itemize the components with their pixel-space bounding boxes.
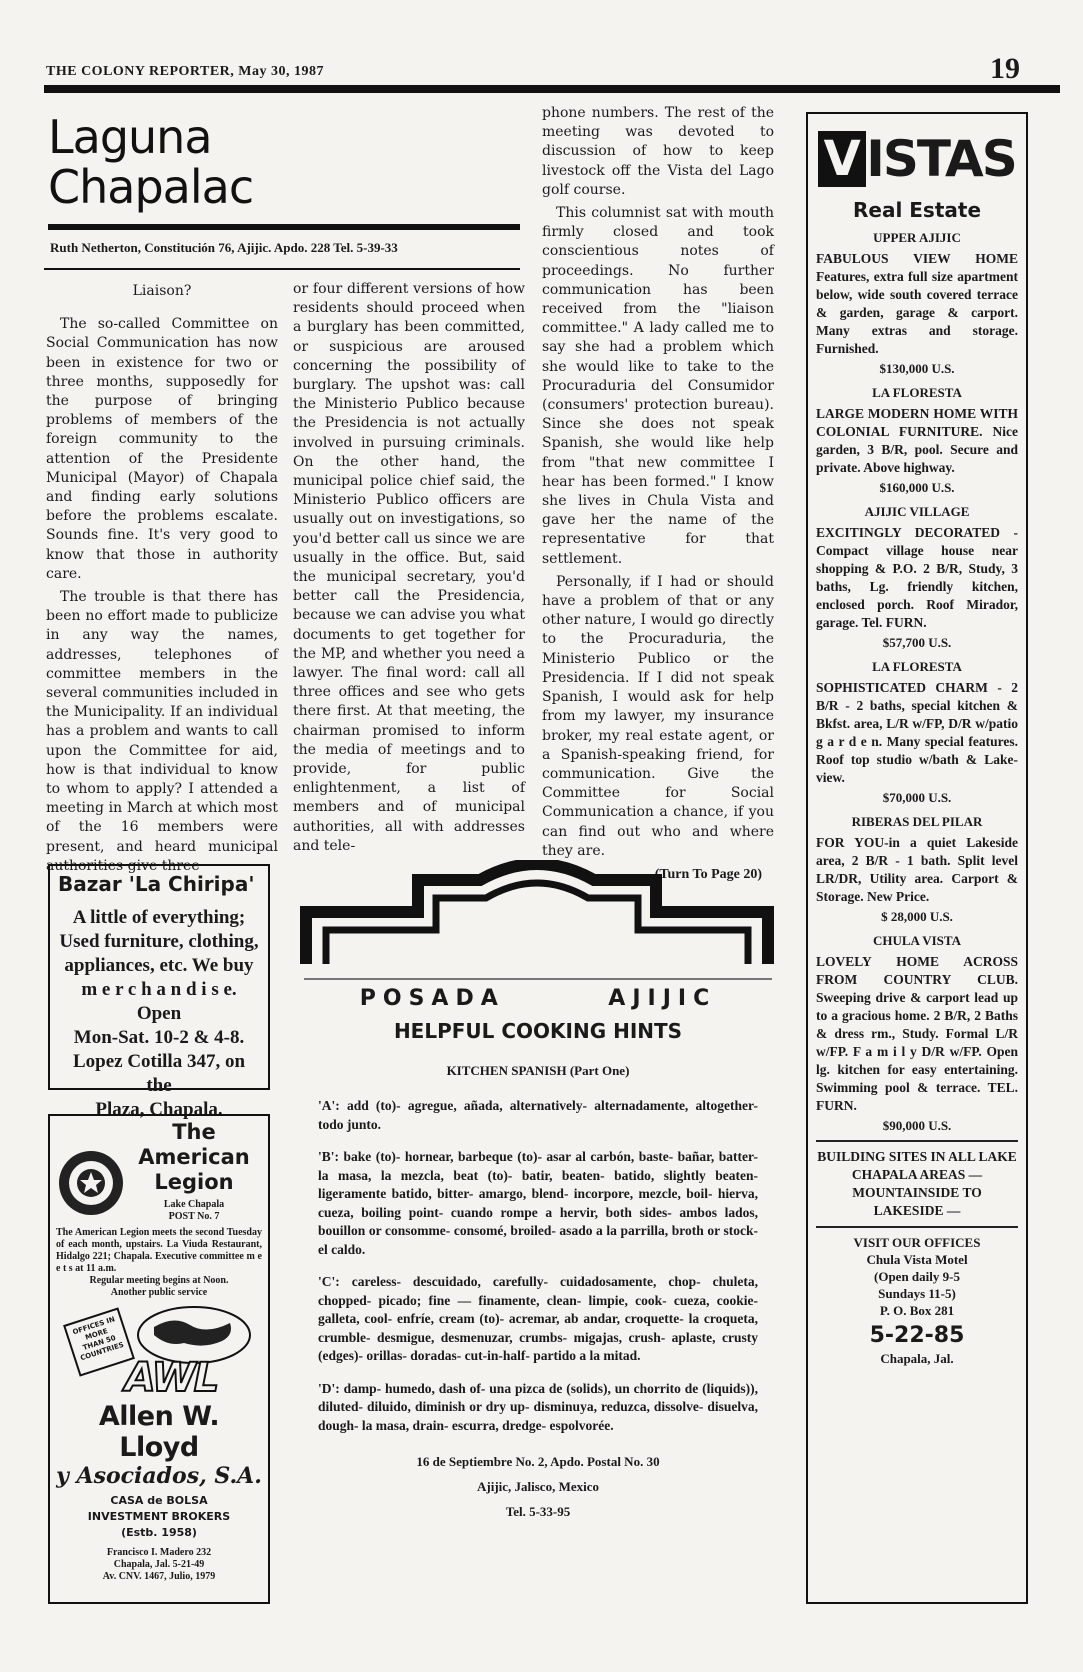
- byline-underline: [44, 268, 520, 270]
- column-2: [293, 280, 525, 860]
- awl-address-line: Chapala, Jal. 5-21-49: [113, 1559, 205, 1570]
- posada-name: [308, 986, 768, 1011]
- listing-area: CHULA VISTA: [872, 933, 962, 948]
- legion-title-line: American: [138, 1145, 250, 1169]
- byline-rule: [48, 224, 520, 230]
- posada-entry: 'A': add (to)- agregue, añada, alternatively- alternadamente, altogether- todo junto.: [318, 1098, 758, 1132]
- listing: [816, 385, 1018, 496]
- column-logo: [48, 112, 518, 212]
- listing: [816, 504, 1018, 651]
- vistas-logo-text: ISTAS: [866, 130, 1016, 188]
- listing-area: LA FLORESTA: [872, 385, 962, 400]
- listing-area: UPPER AJIJIC: [873, 230, 961, 245]
- bazar-line: Plaza, Chapala.: [95, 1099, 223, 1120]
- posada-entry: 'D': damp- humedo, dash of- una pizca de (solids), un chorrito de (liquids)), diluted- diluido, diminish or dry up- disminuya, reduzca, dissolve- disuelva, dough- la masa, drain- escurra, dredge- espolvorée.: [318, 1380, 758, 1433]
- awl-address-line: Av. CNV. 1467, Julio, 1979: [102, 1571, 216, 1582]
- posada-subtitle: HELPFUL COOKING HINTS: [393, 1019, 683, 1043]
- awl-badge: OFFICES IN MORE THAN 50 COUNTRIES: [63, 1307, 135, 1376]
- listing-area: RIBERAS DEL PILAR: [851, 814, 983, 829]
- bazar-ad: [48, 864, 270, 1120]
- column-3: [542, 104, 774, 884]
- listing-desc: FABULOUS VIEW HOME Features, extra full size apartment below, wide south covered terrace & garden, garage & carport. Many extras and storage. Furnished.: [816, 251, 1018, 356]
- vistas-sites: BUILDING SITES IN ALL LAKE CHAPALA AREAS — MOUNTAINSIDE TO LAKESIDE —: [817, 1149, 1017, 1218]
- legion-body: The American Legion meets the second Tuesday of each month, upstairs. La Viuda Restaurant, Hidalgo 221; Chapala. Executive committee m e e t s at 11 a.m.: [56, 1227, 262, 1274]
- masthead-title: THE COLONY REPORTER, May 30, 1987: [46, 64, 325, 79]
- posada-address-line: 16 de Septiembre No. 2, Apdo. Postal No. 30: [416, 1454, 660, 1469]
- continued-note: (Turn To Page 20): [654, 866, 762, 882]
- column-logo-line2: Chapalac: [48, 160, 254, 214]
- vistas-subtitle: Real Estate: [852, 198, 982, 222]
- listing-desc: LOVELY HOME ACROSS FROM COUNTRY CLUB. Sweeping drive & carport lead up to a gracious home. 2 B/R, 2 Baths & dress rm., Study. Formal L/R w/FP. F a m i l y D/R w/FP. Open lg. kitchen for easy entertaining. Swimming pool & terrace. TEL. FURN.: [816, 954, 1018, 1113]
- posada-address-line: Tel. 5-33-95: [505, 1504, 571, 1519]
- vistas-ad: [806, 112, 1028, 1604]
- vistas-office-line: (Open daily 9-5: [874, 1269, 960, 1284]
- posada-ad: [308, 980, 768, 1588]
- posada-name-right: AJIJIC: [608, 986, 717, 1011]
- bazar-line: A little of everything;: [72, 907, 246, 928]
- listing-desc: SOPHISTICATED CHARM - 2 B/R - 2 baths, special kitchen & Bkfst. area, L/R w/FP, D/R w/patio g a r d e n. Many special features. Roof top studio w/bath & Lake-view.: [816, 680, 1018, 785]
- column-1: [46, 282, 278, 880]
- listing-desc: EXCITINGLY DECORATED - Compact village house near shopping & P.O. 2 B/R, Study, 3 baths, Lg. friendly kitchen, enclosed porch. Roof Mirador, garage. Tel. FURN.: [816, 525, 1018, 630]
- column-logo-line1: Laguna: [48, 110, 212, 164]
- vistas-office-line: Sundays 11-5): [878, 1286, 956, 1301]
- legion-post-line: POST No. 7: [168, 1211, 220, 1222]
- vistas-logo-v: V: [818, 131, 866, 187]
- listing-area: AJIJIC VILLAGE: [864, 504, 970, 519]
- vistas-offices: [816, 1234, 1018, 1319]
- column-paragraph: phone numbers. The rest of the meeting was devoted to discussion of how to keep livestock off the Vista del Lago golf course.: [542, 105, 774, 198]
- listing: [816, 230, 1018, 377]
- vistas-city: Chapala, Jal.: [880, 1351, 954, 1366]
- legion-service: Another public service: [110, 1287, 208, 1298]
- awl-line: CASA de BOLSA: [110, 1494, 208, 1507]
- awl-address-line: Francisco I. Madero 232: [106, 1547, 212, 1558]
- listing-price: $130,000 U.S.: [879, 361, 955, 376]
- column-paragraph: This columnist sat with mouth firmly closed and took conscientious notes of proceedings. No further communication has been received from the "liaison committee." A lady called me to say she had a problem which she would like to take to the Procuraduria del Consumidor (consumers' protection bureau). Since she does not speak Spanish, she would like help from "that new committee I hear has been formed." I know she lives in Chula Vista and gave her the name of the representative for that settlement.: [542, 205, 774, 567]
- column-paragraph: or four different versions of how residents should proceed when a burglary has been committed, or suspicious are aroused concerning the possibility of burglary. The upshot was: call the Ministerio Publico because the Presidencia is not actually involved in pursuing criminals. On the other hand, the municipal police chief said, the Ministerio Publico officers are usually out on investigations, so you'd better call us since we are usually in the office. But, said the municipal secretary, you'd better call the Presidencia, because we can advise you what documents to get together for the MP, and whether you need a lawyer. The final word: call all three offices and see who gets there first. At that meeting, the chairman promised to inform the media of meetings and to provide, for public enlightenment, a list of members and of municipal authorities, all with addresses and tele-: [293, 281, 525, 854]
- bazar-line: appliances, etc. We buy: [64, 955, 254, 976]
- listing-price: $70,000 U.S.: [882, 790, 952, 805]
- awl-address: [56, 1547, 262, 1583]
- posada-decorative-frame: [300, 860, 775, 968]
- legion-regular: Regular meeting begins at Noon.: [89, 1275, 229, 1286]
- byline: Ruth Netherton, Constitución 76, Ajijic. Apdo. 228 Tel. 5-39-33: [50, 240, 398, 255]
- bazar-line: Used furniture, clothing,: [59, 931, 259, 952]
- posada-entry: 'C': careless- descuidado, carefully- cuidadosamente, chop- chuleta, chopped- picado; fine — finamente, clean- limpie, cook- cueza, cookie- galleta, cool- enfríe, cream (to)- acremar, ab andar, croquette- la croqueta, crumble- desmigue, desmenuzar, crumbs- migajas, crush- aplaste, crusty (edges)- orillas- doradas- cut-in-half- partido a la mitad.: [318, 1274, 758, 1363]
- legion-post-line: Lake Chapala: [163, 1199, 225, 1210]
- vistas-divider: [816, 1140, 1018, 1142]
- listing-price: $57,700 U.S.: [882, 635, 952, 650]
- posada-name-left: POSADA: [359, 986, 505, 1011]
- awl-line: (Estb. 1958): [121, 1526, 197, 1539]
- vistas-phone: 5-22-85: [869, 1323, 965, 1348]
- masthead-rule: [44, 85, 1060, 93]
- posada-section: KITCHEN SPANISH (Part One): [446, 1063, 630, 1078]
- vistas-office-line: VISIT OUR OFFICES: [853, 1235, 981, 1250]
- page-number: 19: [990, 52, 1020, 85]
- vistas-office-line: P. O. Box 281: [879, 1303, 955, 1318]
- posada-body: [308, 1097, 768, 1435]
- listing-price: $160,000 U.S.: [879, 480, 955, 495]
- bazar-line: m e r c h a n d i s e. Open: [81, 979, 237, 1024]
- legion-title-line: The: [172, 1120, 216, 1144]
- legion-emblem-icon: [56, 1148, 126, 1218]
- listing: [816, 659, 1018, 806]
- awl-line: INVESTMENT BROKERS: [87, 1510, 231, 1523]
- posada-address-line: Ajijic, Jalisco, Mexico: [476, 1479, 599, 1494]
- legion-title-line: Legion: [154, 1170, 234, 1194]
- vistas-divider: [816, 1226, 1018, 1228]
- vistas-logo: [816, 130, 1018, 188]
- posada-entry: 'B': bake (to)- hornear, barbeque (to)- asar al carbón, baste- bañar, batter- la masa, la mezcla, beat (to)- batir, beaten- batido, slightly beaten- ligeramente batido, bitter- amargo, blend- incorpore, mezcle, boil- hierva, cueza, boiling point- cuando rompe a hervir, both sides- ambos lados, bouillon or consomme- consomé, broiled- asado a la parrilla, broth or stock- el caldo.: [318, 1149, 758, 1257]
- listing: [816, 814, 1018, 925]
- bazar-body: [58, 906, 260, 1122]
- legion-post: [126, 1199, 262, 1223]
- vistas-office-line: Chula Vista Motel: [866, 1252, 968, 1267]
- listing: [816, 933, 1018, 1134]
- column-paragraph: Personally, if I had or should have a problem of that or any other nature, I would go directly to the Procuraduria, the Ministerio Publico or the Presidencia. If I did not speak Spanish, I would ask for help from my lawyer, my insurance broker, my real estate agent, or a Spanish-speaking friend, for communication. Give the Committee for Social Communication a chance, if you can find out who and where they are.: [542, 573, 774, 859]
- posada-address: [308, 1449, 768, 1524]
- awl-logo: [56, 1305, 262, 1401]
- awl-script: y Asociados, S.A.: [56, 1463, 262, 1489]
- listing-desc: FOR YOU-in a quiet Lakeside area, 2 B/R - 1 bath. Split level LR/DR, Utility area. Carport & Storage. New Price.: [816, 835, 1018, 904]
- awl-monogram: AWL: [124, 1355, 218, 1401]
- legion-title: [126, 1120, 262, 1195]
- column-paragraph: The trouble is that there has been no effort made to publicize in any way the names, addresses, telephones of committee members in the several communities included in the Municipality. If an individual has a problem and wants to call upon the Committee for aid, how is that individual to know to whom to apply? I attended a meeting in March at which most of the 16 members were present, and heard municipal authorities give three: [46, 589, 278, 874]
- bazar-title: Bazar 'La Chiripa': [58, 872, 255, 896]
- listing-desc: LARGE MODERN HOME WITH COLONIAL FURNITURE. Nice garden, 3 B/R, pool. Secure and private. Above highway.: [816, 406, 1018, 475]
- column-paragraph: The so-called Committee on Social Communication has now been in existence for two or three months, supposedly for the purpose of bringing problems of members of the foreign community to the attention of the Presidente Municipal (Mayor) of Chapala and finding early solutions before the problems escalate. Sounds fine. It's very good to know that those in authority care.: [46, 316, 278, 582]
- listing-area: LA FLORESTA: [872, 659, 962, 674]
- bazar-line: Mon-Sat. 10-2 & 4-8.: [73, 1027, 245, 1048]
- awl-lines: [56, 1493, 262, 1541]
- awl-name: Allen W. Lloyd: [98, 1401, 220, 1463]
- listing-price: $ 28,000 U.S.: [881, 909, 953, 924]
- legion-awl-ad: [48, 1114, 270, 1604]
- listing-price: $90,000 U.S.: [882, 1118, 952, 1133]
- column-headline: Liaison?: [132, 283, 192, 299]
- bazar-line: Lopez Cotilla 347, on the: [72, 1051, 246, 1096]
